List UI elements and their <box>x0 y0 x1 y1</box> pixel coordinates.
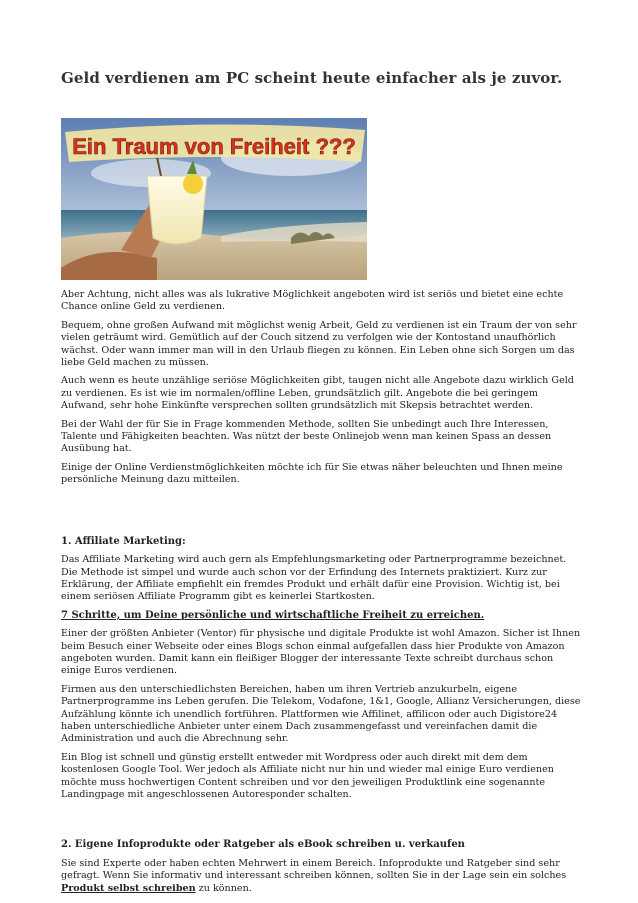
intro-paragraph: Bei der Wahl der für Sie in Frage kommenden Methode, sollten Sie unbedingt auch Ihre Interessen, Talente und Fähigkeiten beachten. Was nützt der beste Onlinejob wenn man keinen Spass an dessen Ausübung hat. <box>61 418 552 455</box>
hero-banner-text: Ein Traum von Freiheit ??? <box>72 134 356 159</box>
intro-paragraph: Bequem, ohne großen Aufwand mit möglichst wenig Arbeit, Geld zu verdienen ist ein Traum der von sehr vielen geträumt wird. Gemütlich auf der Couch sitzend zu verfolgen wie der Kontostand unaufhörlich wächst. Oder wann immer man will in den Urlaub fliegen zu können. Ein Leben ohne sich Sorgen um das liebe Geld machen zu müssen. <box>61 319 577 369</box>
section-paragraph: Ein Blog ist schnell und günstig erstellt entweder mit Wordpress oder auch direkt mit dem dem kostenlosen Google Tool. Wer jedoch als Affiliate nicht nur hin und wieder mal einige Euro verdienen möchte muss hochwertigen Content schreiben und vor den jeweiligen Produktlink eine sogenannte Landingpage mit angeschlossenen Autoresponder schalten. <box>61 751 554 800</box>
intro-paragraph: Einige der Online Verdienstmöglichkeiten möchte ich für Sie etwas näher beleuchten und Ihnen meine persönliche Meinung dazu mitteilen. <box>61 461 563 486</box>
article-body <box>61 289 581 901</box>
section-paragraph: Das Affiliate Marketing wird auch gern als Empfehlungsmarketing oder Partnerprogramme bezeichnet. Die Methode ist simpel und wurde auch schon vor der Erfindung des Internets praktiziert. Kurz zur Erklärung, der Affiliate empfiehlt ein fremdes Produkt und erhält dafür eine Provision. Wichtig ist, bei einem seriösen Affiliate Programm gibt es keinerlei Startkosten. <box>61 554 567 603</box>
section-paragraph <box>61 858 581 895</box>
page-title: Geld verdienen am PC scheint heute einfacher als je zuvor. <box>61 69 563 87</box>
intro-paragraph: Aber Achtung, nicht alles was als lukrative Möglichkeit angeboten wird ist seriös und bietet eine echte Chance online Geld zu verdienen. <box>61 289 564 313</box>
section-heading-affiliate: 1. Affiliate Marketing: <box>61 535 186 547</box>
section-paragraph: Firmen aus den unterschiedlichsten Bereichen, haben um ihren Vertrieb anzukurbeln, eigene Partnerprogramme ins Leben gerufen. Die Telekom, Vodafone, 1&1, Google, Allianz Versicherungen, diese Aufzählung könnte ich unendlich fortführen. Plattformen wie Affilinet, affilicon oder auch Digistore24 haben unterschiedliche Anbieter unter einem Dach zusammengefasst und vereinfachen damit die Administration und auch die Abrechnung sehr. <box>61 683 581 745</box>
produkt-selbst-schreiben-link[interactable]: Produkt selbst schreiben <box>61 882 196 894</box>
paragraph-text: Sie sind Experte oder haben echten Mehrwert in einem Bereich. Infoprodukte und Ratgeber sind sehr gefragt. Wenn Sie informativ und interessant schreiben können, sollten Sie in der Lage sein ein solches <box>61 857 567 882</box>
paragraph-text: zu können. <box>195 882 252 894</box>
section-heading-infoprodukte: 2. Eigene Infoprodukte oder Ratgeber als eBook schreiben u. verkaufen <box>61 839 465 851</box>
section-subheading-link[interactable]: 7 Schritte, um Deine persönliche und wirtschaftliche Freiheit zu erreichen. <box>61 609 485 621</box>
intro-paragraph: Auch wenn es heute unzählige seriöse Möglichkeiten gibt, taugen nicht alle Angebote dazu wirklich Geld zu verdienen. Es ist wie im normalen/offline Leben, grundsätzlich gilt. Angebote die bei geringem Aufwand, sehr hohe Einkünfte versprechen sollten grundsätzlich mit Skepsis betrachtet werden. <box>61 375 574 412</box>
section-paragraph: Einer der größten Anbieter (Ventor) für physische und digitale Produkte ist wohl Amazon. Sicher ist Ihnen beim Besuch einer Webseite oder eines Blogs schon einmal aufgefallen dass hier Produkte von Amazon angeboten wurden. Damit kann ein fleißiger Blogger der interessante Texte schreibt durchaus schon einige Euros verdienen. <box>61 628 581 677</box>
hero-image <box>61 118 367 280</box>
